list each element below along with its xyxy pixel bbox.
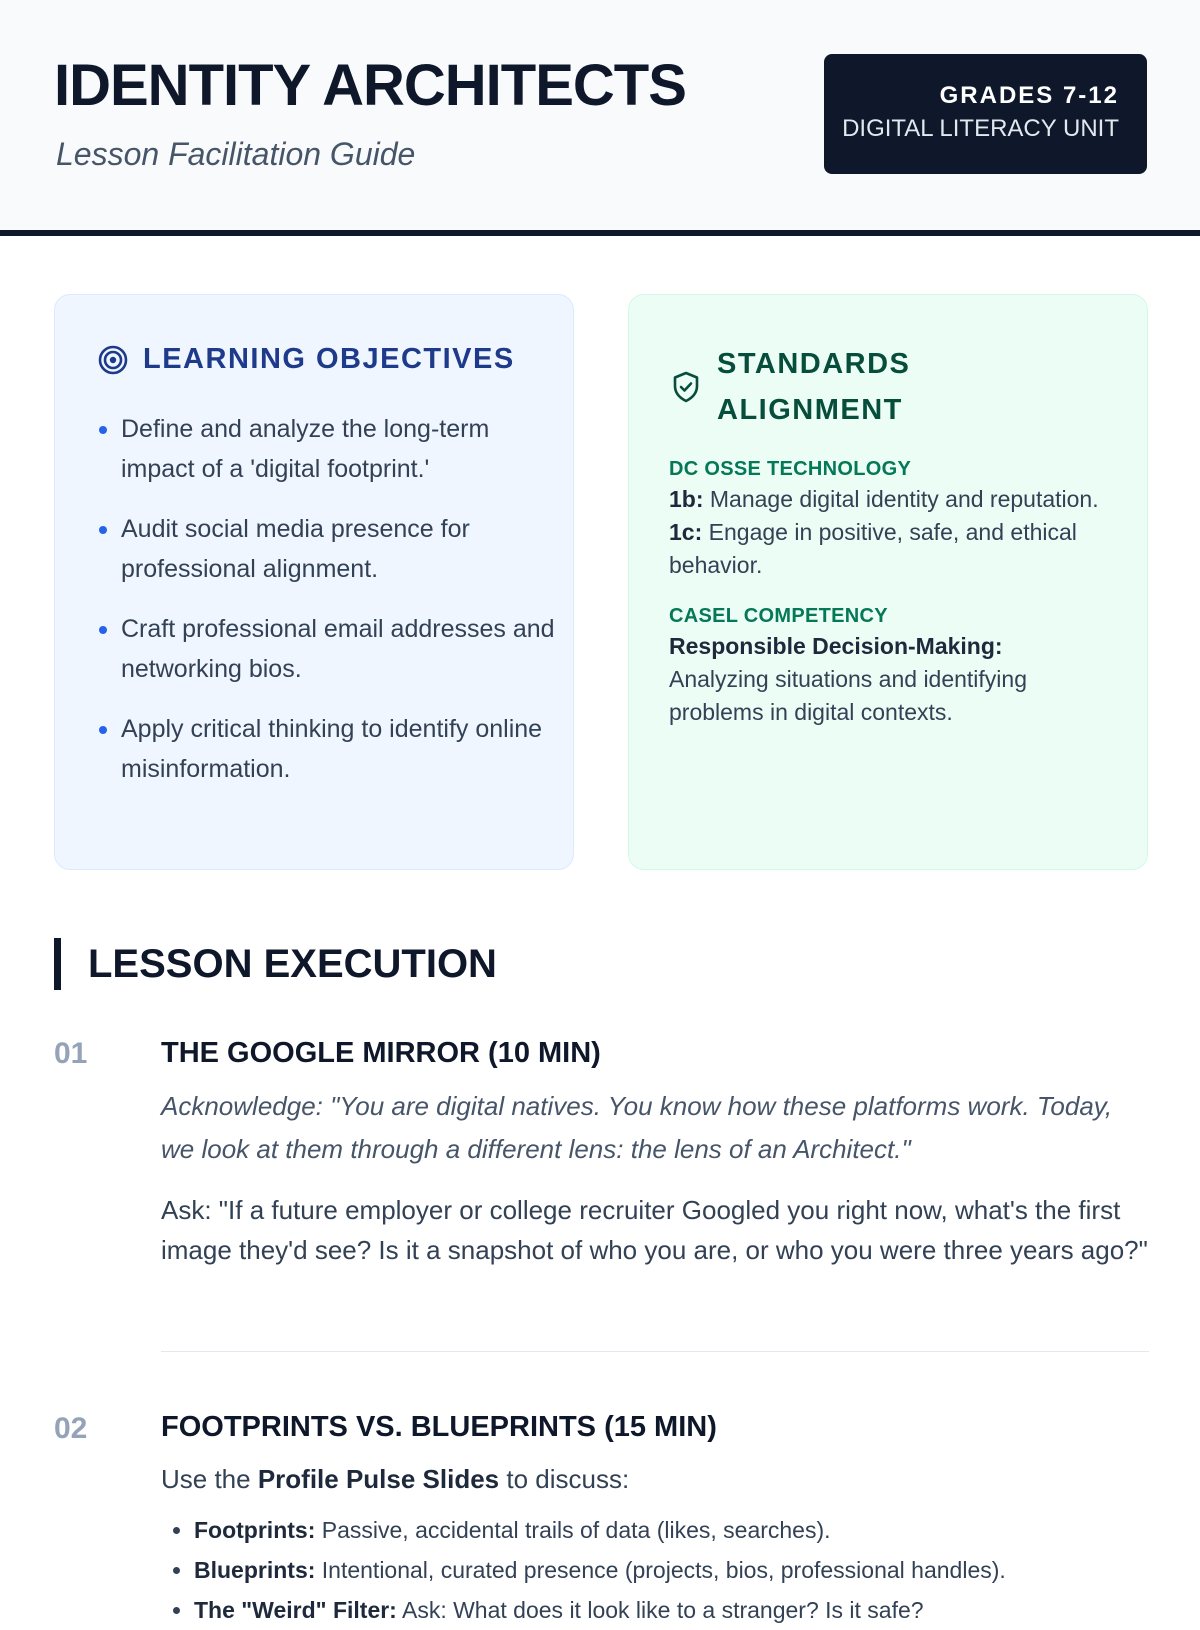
standard-item: [669, 516, 1119, 582]
dc-osse-label: DC OSSE TECHNOLOGY: [669, 458, 912, 480]
objective-item: Apply critical thinking to identify online misinformation.: [121, 709, 561, 789]
step-intro: Use the Profile Pulse Slides to discuss:: [161, 1464, 630, 1494]
objectives-title: LEARNING OBJECTIVES: [143, 343, 515, 375]
step-title: FOOTPRINTS VS. BLUEPRINTS (15 MIN): [161, 1411, 717, 1443]
objectives-header: [97, 343, 515, 376]
standard-code: 1b:: [669, 486, 704, 512]
casel-heading: Responsible Decision-Making:: [669, 633, 1003, 659]
objectives-list: [121, 409, 561, 809]
objective-item: Craft professional email addresses and networking bios.: [121, 609, 561, 689]
objective-item: Audit social media presence for professional alignment.: [121, 509, 561, 589]
step-title: THE GOOGLE MIRROR (10 MIN): [161, 1037, 601, 1069]
badge-unit: DIGITAL LITERACY UNIT: [842, 115, 1119, 142]
target-icon: [97, 344, 129, 376]
objective-item: Define and analyze the long-term impact of a 'digital footprint.': [121, 409, 561, 489]
header: [0, 0, 1200, 236]
grade-badge: [824, 54, 1147, 174]
standards-title: STANDARDS ALIGNMENT: [717, 348, 911, 426]
page-subtitle: Lesson Facilitation Guide: [56, 136, 416, 172]
casel-label: CASEL COMPETENCY: [669, 605, 888, 627]
page-title: IDENTITY ARCHITECTS: [54, 53, 686, 118]
standard-item: [669, 483, 1119, 516]
resource-name: Profile Pulse Slides: [257, 1464, 500, 1494]
standard-text: Engage in positive, safe, and ethical behavior.: [669, 519, 1077, 578]
step-bullet-list: [194, 1510, 1174, 1630]
step-divider: [161, 1351, 1149, 1352]
standards-body: [669, 455, 1119, 729]
step-quote: Acknowledge: "You are digital natives. You know how these platforms work. Today, we look at them through a different lens: the lens of an Architect.": [161, 1091, 1113, 1164]
shield-check-icon: [671, 370, 701, 404]
lesson-execution-heading: LESSON EXECUTION: [54, 938, 497, 990]
standards-header: [671, 341, 977, 433]
list-item: The "Weird" Filter: Ask: What does it look like to a stranger? Is it safe?: [194, 1590, 1174, 1630]
step-number: 02: [54, 1412, 88, 1445]
standard-code: 1c:: [669, 519, 703, 545]
learning-objectives-card: [54, 294, 574, 870]
casel-text: Analyzing situations and identifying problems in digital contexts.: [669, 666, 1028, 725]
standards-alignment-card: [628, 294, 1148, 870]
list-item: Blueprints: Intentional, curated presence (projects, bios, professional handles).: [194, 1550, 1174, 1590]
step-text: Ask: "If a future employer or college recruiter Googled you right now, what's the first image they'd see? Is it a snapshot of who you are, or who you were three years ago?": [161, 1195, 1148, 1265]
standard-text: Manage digital identity and reputation.: [703, 486, 1099, 512]
list-item: Footprints: Passive, accidental trails of data (likes, searches).: [194, 1510, 1174, 1550]
badge-grades: GRADES 7-12: [939, 82, 1119, 109]
step-number: 01: [54, 1037, 88, 1070]
